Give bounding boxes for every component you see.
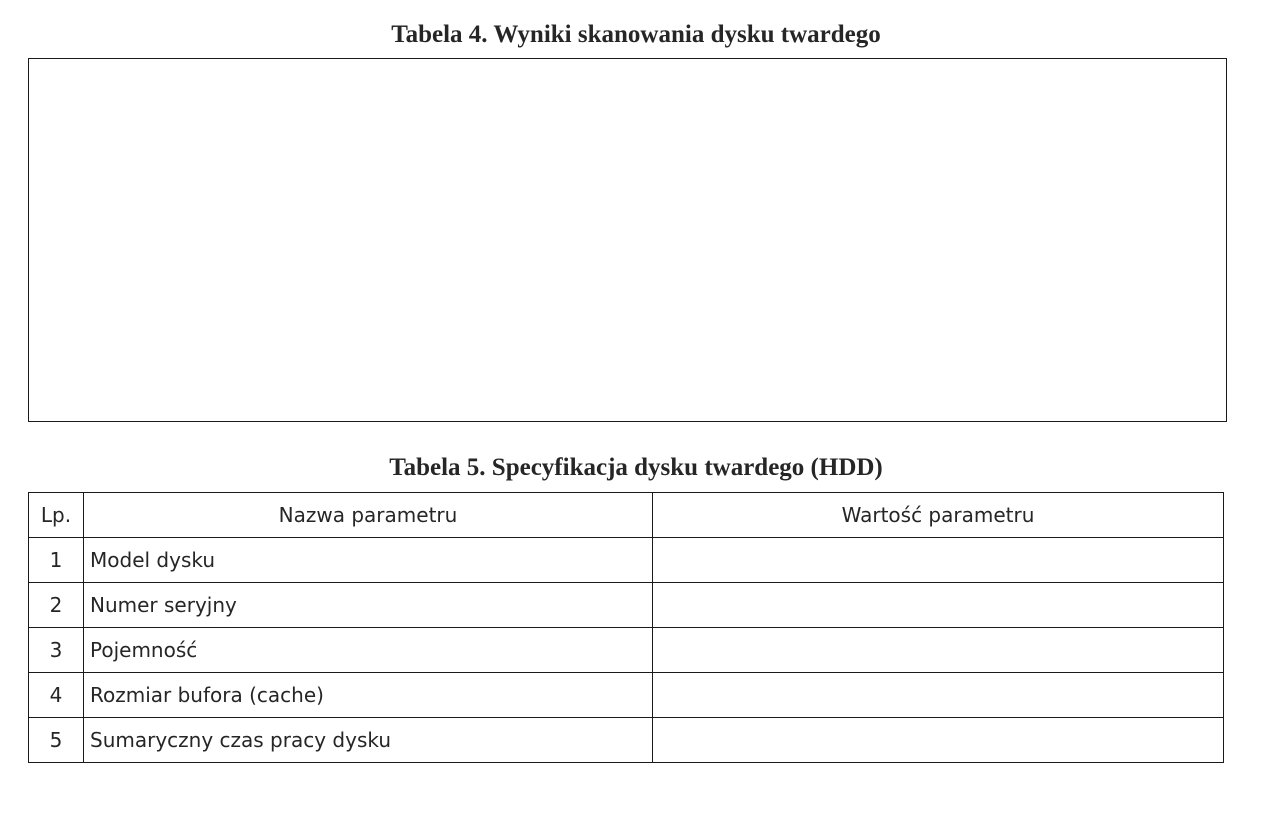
table-row <box>29 673 1224 718</box>
parameter-name: Numer seryjny <box>84 583 653 628</box>
parameter-name: Model dysku <box>84 538 653 583</box>
table-row <box>29 718 1224 763</box>
parameter-value-cell[interactable] <box>653 673 1224 718</box>
header-parameter-value: Wartość parametru <box>653 493 1224 538</box>
hdd-spec-table <box>28 492 1224 763</box>
parameter-value-cell[interactable] <box>653 628 1224 673</box>
parameter-value-cell[interactable] <box>653 718 1224 763</box>
parameter-value-cell[interactable] <box>653 583 1224 628</box>
header-parameter-name: Nazwa parametru <box>84 493 653 538</box>
parameter-name: Pojemność <box>84 628 653 673</box>
row-number: 2 <box>29 583 84 628</box>
parameter-name: Sumaryczny czas pracy dysku <box>84 718 653 763</box>
row-number: 3 <box>29 628 84 673</box>
table-row <box>29 628 1224 673</box>
row-number: 4 <box>29 673 84 718</box>
table-4-caption: Tabela 4. Wyniki skanowania dysku twardego <box>391 21 881 48</box>
row-number: 1 <box>29 538 84 583</box>
table-row <box>29 538 1224 583</box>
table-row <box>29 583 1224 628</box>
parameter-value-cell[interactable] <box>653 538 1224 583</box>
table-5-caption: Tabela 5. Specyfikacja dysku twardego (HDD) <box>389 454 883 481</box>
table-header-row <box>29 493 1224 538</box>
parameter-name: Rozmiar bufora (cache) <box>84 673 653 718</box>
scan-results-box[interactable] <box>28 58 1227 422</box>
row-number: 5 <box>29 718 84 763</box>
header-lp: Lp. <box>29 493 84 538</box>
